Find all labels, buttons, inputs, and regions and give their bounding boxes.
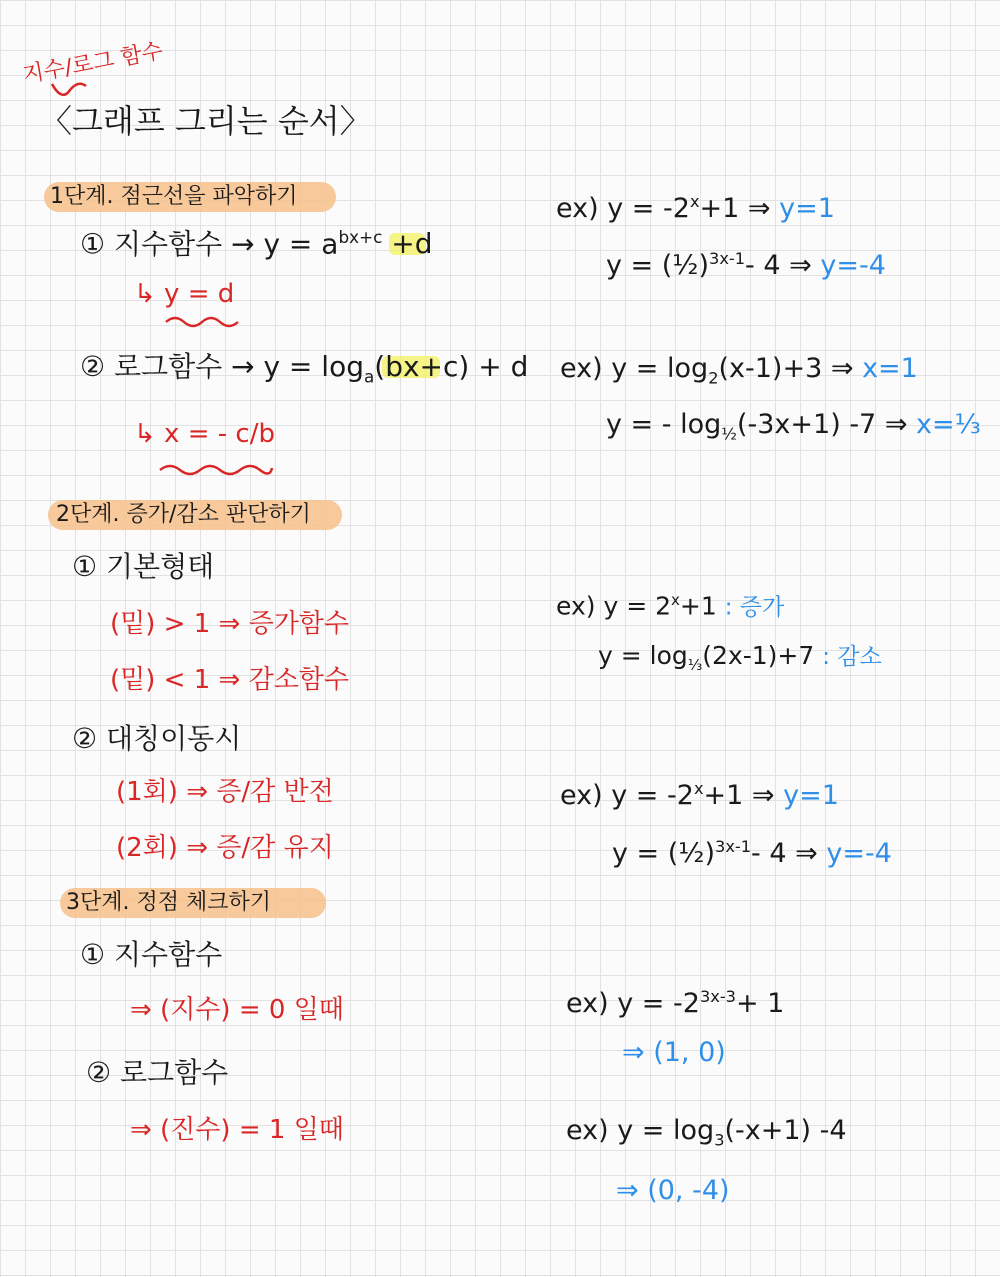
step1-item1-exponent: bx+c: [338, 227, 383, 247]
ex-answer: y=-4: [826, 838, 892, 869]
step1-item2-base: a: [363, 366, 375, 387]
step2-rule2: (밑) < 1 ⇒ 감소함수: [110, 665, 350, 695]
ex-answer: : 증가: [724, 594, 785, 621]
step1-item2-tail: + d: [478, 350, 529, 383]
step1-item1-label: ① 지수함수 → y = a: [80, 227, 339, 261]
step3-rule2: ⇒ (진수) = 1 일때: [130, 1115, 344, 1145]
step1-item-exponential: [80, 228, 432, 260]
step2-heading: 2단계. 증가/감소 판단하기: [56, 502, 311, 527]
step1-example1-line1: [556, 193, 835, 224]
ex-prefix: ex): [556, 591, 596, 621]
ex-log-base: ⅓: [687, 656, 703, 674]
ex-prefix: ex): [560, 353, 603, 384]
ex-expression: y = (½): [612, 838, 716, 869]
ex-log-base: 2: [708, 368, 719, 388]
ex-rest: (-3x+1) -7 ⇒: [736, 409, 908, 440]
step3-heading: 3단계. 정점 체크하기: [66, 890, 271, 915]
ex-prefix: ex): [556, 193, 599, 224]
ex-rest: (x-1)+3 ⇒: [718, 353, 854, 384]
ex-exponent: x: [671, 591, 680, 609]
step2-example1-line2: [598, 642, 882, 674]
ex-rest: - 4 ⇒: [751, 838, 818, 869]
ex-expression: y = -2: [607, 193, 690, 224]
ex-rest: +1: [679, 591, 717, 621]
page-title: 〈그래프 그리는 순서〉: [40, 102, 372, 140]
ex-expression: y = -2: [617, 988, 700, 1019]
ex-prefix: ex): [566, 1115, 609, 1146]
step1-item2-label: ② 로그함수 → y = log: [80, 350, 364, 383]
ex-expression: y = -2: [611, 780, 694, 811]
ex-exponent: 3x-1: [709, 249, 746, 268]
ex-answer: y=1: [783, 780, 839, 811]
ex-log-base: 3: [714, 1130, 725, 1150]
step3-example2-line1: [566, 1116, 847, 1149]
ex-expression: y = log: [611, 353, 709, 384]
ex-prefix: ex): [560, 780, 603, 811]
ex-rest: + 1: [735, 988, 785, 1019]
step1-item1-answer: ↳ y = d: [134, 279, 235, 309]
ex-expression: y = (½): [606, 250, 710, 281]
step2-example2-line2: [612, 838, 892, 869]
ex-prefix: ex): [566, 988, 609, 1019]
ex-answer: : 감소: [822, 644, 882, 670]
step3-item2: ② 로그함수: [86, 1056, 229, 1089]
step3-example1-line1: [566, 988, 784, 1019]
ex-expression: y = - log: [606, 409, 722, 440]
step2-example2-line1: [560, 780, 839, 811]
ex-rest: (2x-1)+7: [702, 641, 815, 670]
step3-example1-answer: ⇒ (1, 0): [622, 1037, 726, 1068]
ex-answer: x=⅓: [916, 409, 981, 440]
step3-example2-answer: ⇒ (0, -4): [616, 1175, 730, 1206]
ex-expression: y = log: [598, 641, 688, 670]
step1-item2-answer: ↳ x = - c/b: [134, 419, 275, 449]
step2-example1-line1: [556, 592, 784, 621]
ex-answer: y=1: [779, 193, 835, 224]
ex-rest: +1 ⇒: [703, 780, 775, 811]
step1-answer1-underline: [164, 314, 240, 328]
ex-rest: +1 ⇒: [699, 193, 771, 224]
step1-example2-line2: [606, 410, 981, 443]
step1-heading: 1단계. 점근선을 파악하기: [50, 184, 298, 209]
topic-label: 지수/로그 함수: [20, 38, 165, 89]
ex-expression: y = 2: [603, 591, 671, 621]
step1-example2-line1: [560, 354, 918, 387]
step2-item1: ① 기본형태: [72, 550, 215, 583]
ex-exponent: x: [693, 779, 704, 798]
step2-rule3: (1회) ⇒ 증/감 반전: [116, 777, 334, 807]
step1-answer2-underline: [158, 462, 274, 476]
ex-exponent: 3x-3: [699, 987, 736, 1006]
ex-answer: y=-4: [820, 250, 886, 281]
ex-rest: (-x+1) -4: [724, 1115, 847, 1146]
ex-exponent: x: [689, 192, 700, 211]
step1-example1-line2: [606, 250, 886, 281]
ex-expression: y = log: [617, 1115, 715, 1146]
ex-log-base: ½: [721, 424, 737, 444]
step3-rule1: ⇒ (지수) = 0 일때: [130, 995, 344, 1025]
ex-answer: x=1: [862, 353, 918, 384]
step2-rule4: (2회) ⇒ 증/감 유지: [116, 833, 334, 863]
step1-item1-tail: +d: [391, 227, 433, 261]
ex-exponent: 3x-1: [715, 837, 752, 856]
step1-item-log: [80, 352, 528, 386]
step2-rule1: (밑) > 1 ⇒ 증가함수: [110, 609, 350, 639]
step3-item1: ① 지수함수: [80, 938, 223, 971]
ex-rest: - 4 ⇒: [745, 250, 812, 281]
step2-item2: ② 대칭이동시: [72, 722, 242, 755]
step1-item2-arg: (bx+c): [374, 350, 470, 383]
topic-caret-mark: [50, 80, 90, 102]
